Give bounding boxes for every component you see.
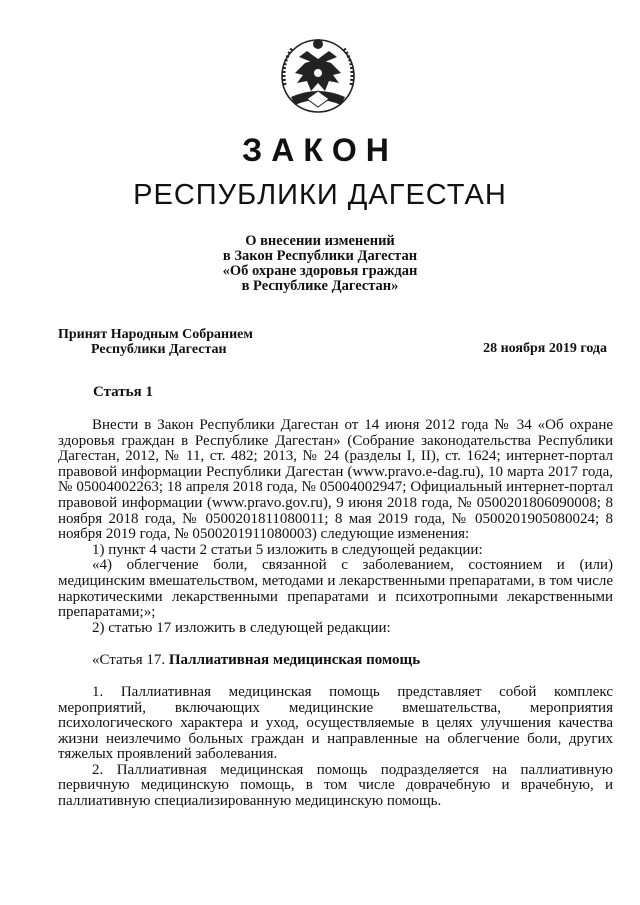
subject-line: в Республике Дагестан» (241, 278, 399, 294)
section-paragraph: 2. Паллиативная медицинская помощь подразделяется на паллиативную первичную медицинскую помощь, в том числе доврачебную и врачебную, и паллиативную специализированную медицинскую помощь. (58, 761, 613, 810)
document-subtitle: РЕСПУБЛИКИ ДАГЕСТАН (133, 179, 507, 211)
law-subject (0, 234, 640, 294)
adopted-line-2: Республики Дагестан (91, 342, 227, 357)
adopted-by (58, 327, 253, 357)
subject-line: в Закон Республики Дагестан (222, 248, 418, 264)
subject-line: О внесении изменений (245, 233, 395, 249)
subject-line: «Об охране здоровья граждан (222, 263, 418, 279)
article-heading: Статья 1 (93, 384, 153, 400)
document-title: ЗАКОН (242, 132, 398, 168)
adoption-date: 28 ноября 2019 года (483, 341, 607, 356)
article-body (58, 418, 613, 810)
adopted-line-1: Принят Народным Собранием (58, 327, 253, 342)
article-paragraph: «4) облегчение боли, связанной с заболеванием, состоянием и (или) медицинским вмешательством, методами и лекарственными препаратами, в том числе наркотическими лекарственными препаратами и психотропными лекарственными препаратами;»; (58, 557, 613, 621)
section-title: Паллиативная медицинская помощь (168, 652, 421, 669)
section-heading (58, 653, 613, 669)
article-paragraph: Внести в Закон Республики Дагестан от 14 июня 2012 года № 34 «Об охране здоровья граждан в Республике Дагестан» (Собрание законодательства Республики Дагестан, 2012, № 11, ст. 482; 2013, № 24 (разделы I, II), ст. 1624; интернет-портал правовой информации Республики Дагестан (www.pravo.e-dag.ru), 10 марта 2017 года, № 05004002263; 18 апреля 2018 года, № 05004002947; Официальный интернет-портал правовой информации (www.pravo.gov.ru), 9 июня 2018 года, № 0500201806090008; 8 ноября 2018 года, № 0500201811080011; 8 мая 2019 года, № 0500201905080024; 8 ноября 2019 года, № 0500201911080003) следующие изменения: (58, 417, 613, 543)
section-prefix: «Статья 17. (92, 652, 169, 669)
section-paragraph: 1. Паллиативная медицинская помощь представляет собой комплекс мероприятий, включающих медицинские вмешательства, мероприятия психологического характера и уход, осуществляемые в целях улучшения качества жизни неизлечимо больных граждан и направленные на облегчение боли, других тяжелых проявлений заболевания. (58, 683, 613, 763)
article-paragraph: 1) пункт 4 части 2 статьи 5 изложить в следующей редакции: (92, 541, 483, 558)
dagestan-coat-of-arms-icon (277, 33, 359, 119)
article-paragraph: 2) статью 17 изложить в следующей редакции: (92, 619, 391, 636)
